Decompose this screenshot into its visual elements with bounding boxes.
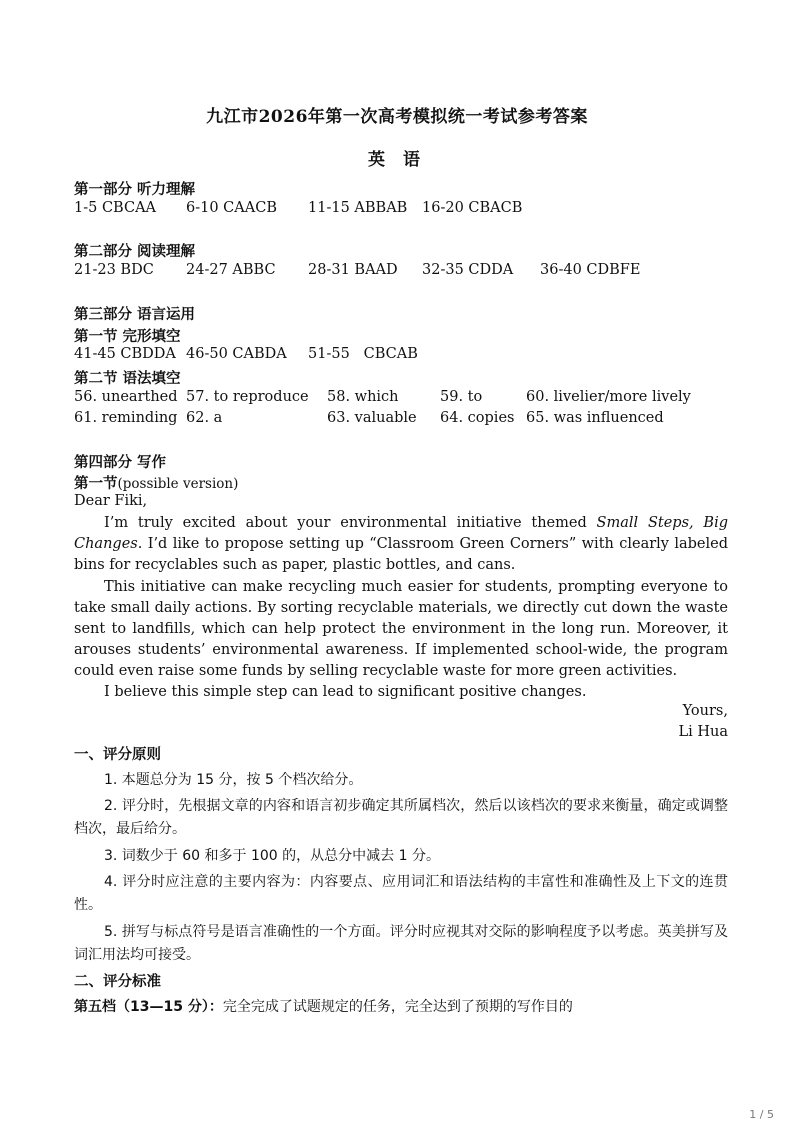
letter-paragraph-1: I’m truly excited about your environmental initiative themed Small Steps, Big Changes. I’d like to propose setting up “Classroom Green Corners” with clearly labeled bins for recyclables such as paper, plastic bottles, and cans.	[74, 515, 728, 573]
letter-salutation: Dear Fiki,	[74, 493, 148, 509]
grammar-answer: 59. to	[440, 389, 483, 405]
answer-group: 41-45 CBDDA	[74, 346, 176, 362]
answer-group: 28-31 BAAD	[308, 262, 398, 278]
grammar-answer: 57. to reproduce	[186, 389, 309, 405]
part3-section1-heading: 第一节 完形填空	[74, 328, 181, 345]
grammar-answer: 58. which	[327, 389, 399, 405]
part1-heading: 第一部分 听力理解	[74, 181, 196, 198]
grammar-answer: 64. copies	[440, 410, 515, 426]
initiative-theme: Small Steps, Big Changes	[74, 515, 728, 552]
grammar-answer: 62. a	[186, 410, 223, 426]
answer-group: 6-10 CAACB	[186, 200, 277, 216]
answer-group: 16-20 CBACB	[422, 200, 523, 216]
letter-paragraph-2: This initiative can make recycling much easier for students, prompting everyone to take small daily actions. By sorting recyclable materials, we directly cut down the waste sent to landfills, which can help protect the environment in the long run. Moreover, it arouses students’ environmental awareness. If implemented school-wide, the program could even raise some funds by selling recyclable waste for more green activities.	[74, 579, 728, 679]
part4-section1	[74, 472, 238, 493]
page-number: 1 / 5	[749, 1108, 774, 1121]
level5-label: 第五档（13—15 分）：	[74, 999, 223, 1015]
grammar-answer: 65. was influenced	[526, 410, 664, 426]
part4-heading: 第四部分 写作	[74, 454, 167, 471]
part2-heading: 第二部分 阅读理解	[74, 243, 196, 260]
part4-section1-heading: 第一节	[74, 475, 118, 492]
grammar-answer: 56. unearthed	[74, 389, 178, 405]
letter-closing: Yours,	[682, 703, 728, 719]
part3-section2-heading: 第二节 语法填空	[74, 370, 181, 387]
answer-group: 46-50 CABDA	[186, 346, 287, 362]
answer-group: 32-35 CDDA	[422, 262, 514, 278]
answer-group: 24-27 ABBC	[186, 262, 276, 278]
level5-line	[74, 996, 573, 1019]
answer-group: 21-23 BDC	[74, 262, 154, 278]
answer-group: 11-15 ABBAB	[308, 200, 408, 216]
part3-heading: 第三部分 语言运用	[74, 306, 196, 323]
letter-paragraph-3: I believe this simple step can lead to significant positive changes.	[104, 684, 587, 700]
letter-signature: Li Hua	[678, 724, 728, 740]
grammar-answer: 61. reminding	[74, 410, 178, 426]
part4-section1-note: (possible version)	[117, 476, 239, 492]
grammar-answer: 63. valuable	[327, 410, 417, 426]
grammar-answer: 60. livelier/more lively	[526, 389, 691, 405]
answer-group: 36-40 CDBFE	[540, 262, 641, 278]
principle-item: 2. 评分时，先根据文章的内容和语言初步确定其所属档次，然后以该档次的要求来衡量，确定或调整档次，最后给分。	[74, 798, 728, 837]
page-title: 九江市2026年第一次高考模拟统一考试参考答案	[206, 107, 588, 127]
answer-group: 1-5 CBCAA	[74, 200, 157, 216]
principle-item: 5. 拼写与标点符号是语言准确性的一个方面。评分时应视其对交际的影响程度予以考虑。英美拼写及词汇用法均可接受。	[74, 924, 728, 963]
level5-text: 完全完成了试题规定的任务，完全达到了预期的写作目的	[222, 999, 573, 1015]
subject-title: 英 语	[368, 150, 426, 170]
standards-heading: 二、评分标准	[74, 974, 161, 990]
answer-group: 51-55 CBCAB	[308, 346, 418, 362]
principle-item: 1. 本题总分为 15 分，按 5 个档次给分。	[104, 772, 363, 788]
principle-item: 4. 评分时应注意的主要内容为：内容要点、应用词汇和语法结构的丰富性和准确性及上下文的连贯性。	[74, 874, 728, 913]
principle-item: 3. 词数少于 60 和多于 100 的，从总分中减去 1 分。	[104, 848, 440, 864]
principles-heading: 一、评分原则	[74, 747, 161, 763]
